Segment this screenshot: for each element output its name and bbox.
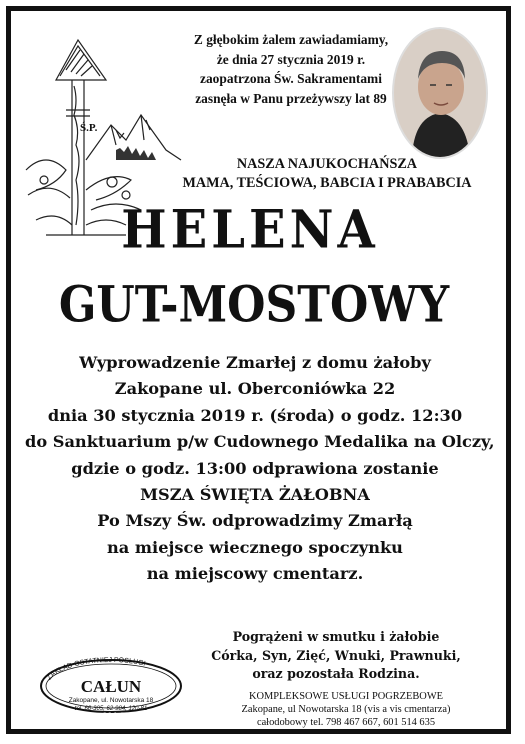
logo-brand: CAŁUN [80, 677, 142, 696]
company-info [198, 690, 494, 729]
relation-line: MAMA, TEŚCIOWA, BABCIA I PRABABCIA [182, 175, 472, 191]
logo-phones: tel. 66-305, 62-984, 120-81 [74, 706, 148, 712]
ceremony-line: do Sanktuarium p/w Cudownego Medalika na Olczy, [25, 432, 495, 452]
logo-arc-text: ZAKŁAD OSTATNIEJ POSŁUGI [45, 656, 147, 682]
mourners-line: Pogrążeni w smutku i żałobie [232, 629, 440, 644]
bottom-phone-strip: tel. całodobowy: 601 514 635 [24, 711, 156, 722]
mourners-line: Córka, Syn, Zięć, Wnuki, Prawnuki, [211, 647, 461, 663]
ceremony-line: Po Mszy Św. odprowadzimy Zmarłą [97, 511, 413, 531]
ceremony-line: Zakopane ul. Oberconiówka 22 [114, 379, 396, 399]
company-line: całodobowy tel. 798 467 667, 601 514 635 [256, 717, 436, 728]
ceremony-line: dnia 30 stycznia 2019 r. (środa) o godz. 12:30 [47, 405, 463, 425]
intro-line: Z głębokim żalem zawiadamiamy, [193, 32, 389, 47]
portrait-photo [392, 27, 488, 159]
logo-address: Zakopane, ul. Nowotarska 18 [68, 697, 154, 704]
mourners [196, 628, 476, 684]
intro-line: że dnia 27 stycznia 2019 r. [216, 51, 366, 67]
relation-line: NASZA NAJUKOCHAŃSZA [236, 156, 418, 172]
intro-line: zasnęła w Panu przeżywszy lat 89 [195, 90, 387, 106]
ceremony-line: Wyprowadzenie Zmarłej z domu żałoby [79, 353, 431, 372]
ceremony-line: na miejscowy cmentarz. [146, 564, 364, 584]
intro-line: zaopatrzona Św. Sakramentami [200, 71, 382, 87]
mourners-line: oraz pozostała Rodzina. [252, 666, 420, 681]
company-line: KOMPLEKSOWE USŁUGI POGRZEBOWE [249, 691, 443, 702]
deceased-last-name: GUT-MOSTOWY [58, 276, 450, 334]
intro-text [186, 30, 396, 108]
deceased-first-name: HELENA [121, 199, 379, 261]
relation-heading [162, 155, 492, 193]
ceremony-line: MSZA ŚWIĘTA ŻAŁOBNA [140, 485, 370, 505]
ceremony-details [25, 350, 495, 588]
ceremony-line: gdzie o godz. 13:00 odprawiona zostanie [71, 458, 439, 478]
ceremony-line: na miejsce wiecznego spoczynku [107, 537, 403, 557]
funeral-home-logo [36, 654, 186, 714]
company-line: Zakopane, ul Nowotarska 18 (vis a vis cmentarza) [241, 704, 451, 715]
cross-label: Ś.P. [80, 122, 98, 134]
